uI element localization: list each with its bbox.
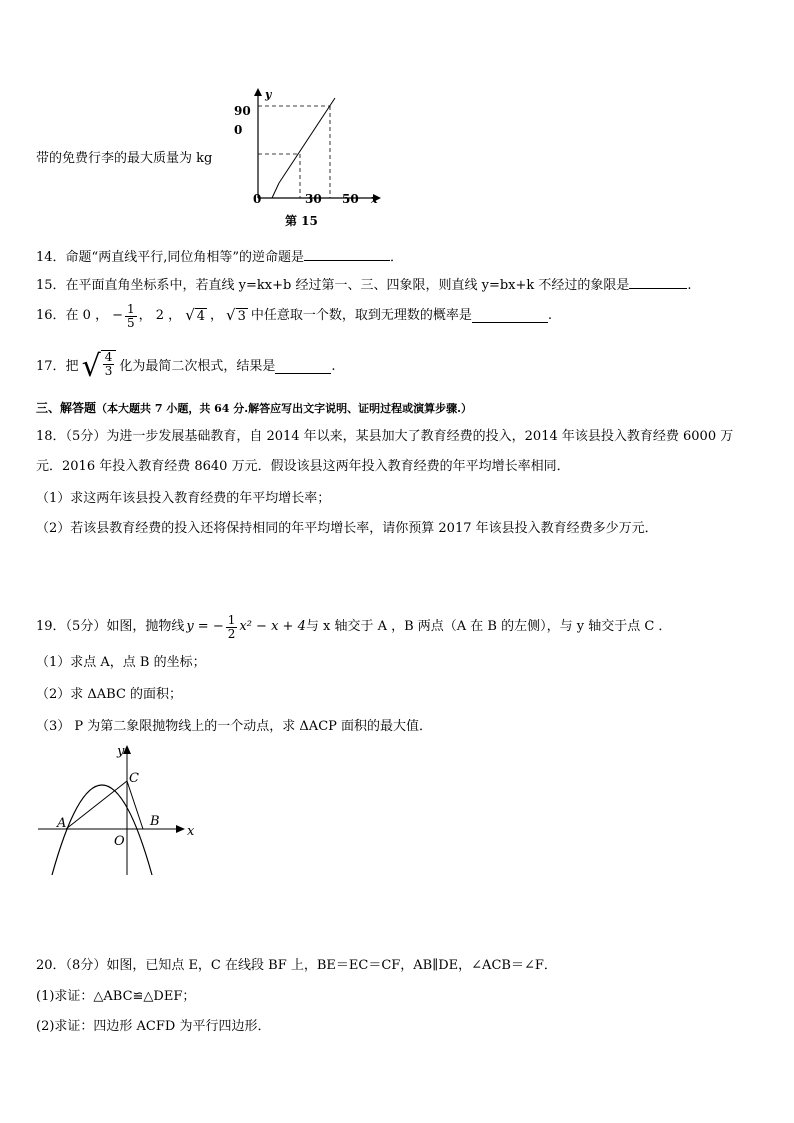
radical-icon: √ <box>226 306 236 324</box>
q16-post: 中任意取一个数，取到无理数的概率是 <box>250 308 472 323</box>
q13-origin: 0 <box>253 192 262 206</box>
q16-frac-den: 5 <box>127 315 135 330</box>
q18-sub1: （1）求这两年该县投入教育经费的年平均增长率； <box>36 491 331 506</box>
q19-segment-ac <box>66 781 127 829</box>
section3-desc: （本大题共 7 小题，共 64 分.解答应写出文字说明、证明过程或演算步骤.） <box>96 402 472 415</box>
q15-text: 在平面直角坐标系中，若直线 y=kx+b 经过第一、三、四象限，则直线 y=bx+k 不经过的象限是 <box>65 278 630 293</box>
q19-segment-cb <box>127 781 143 829</box>
q16-sqrt-3 <box>226 308 248 324</box>
q17-frac-den: 3 <box>104 364 113 378</box>
q19-y-eq: y = − <box>186 619 224 634</box>
q19-label-y: y <box>117 744 125 759</box>
q19-label-b: B <box>150 814 160 829</box>
q13-y-arrow <box>254 88 262 96</box>
q16-sep1: ， 2 ， <box>138 308 182 323</box>
q17-frac-num: 4 <box>104 350 113 364</box>
q16-fraction <box>125 303 137 330</box>
q19-parabola <box>52 785 152 875</box>
q19-stem <box>36 610 671 644</box>
q19-label-o: O <box>114 834 125 849</box>
q20-sub1: (1)求证：△ABC≌△DEF； <box>36 989 196 1004</box>
q17 <box>36 346 335 388</box>
q16-sqrt-4 <box>185 308 207 324</box>
q17-answer-blank <box>275 361 331 374</box>
q16 <box>36 298 552 334</box>
q16-sep2: ， <box>210 308 224 323</box>
radical-icon: √ <box>185 306 195 324</box>
q15-number: 15． <box>36 278 66 293</box>
q18-line1: 18．（5分）为进一步发展基础教育，自 2014 年以来，某县加大了教育经费的投入，2014 年该县投入教育经费 6000 万 <box>36 429 734 444</box>
q17-number: 17． <box>36 359 66 374</box>
q16-number: 16． <box>36 308 66 323</box>
q19-rest-eq: x² − x + 4 <box>239 619 306 634</box>
q19-frac-den: 2 <box>227 626 236 641</box>
q14-number: 14． <box>36 250 66 265</box>
q13-x-label: x <box>371 193 378 206</box>
q17-end: . <box>331 359 336 374</box>
q16-minus: − <box>112 308 123 323</box>
q13-line-extension <box>272 183 279 198</box>
q19-label-x: x <box>187 824 195 839</box>
q15-answer-blank <box>629 276 687 289</box>
q18-sub2: （2）若该县教育经费的投入还将保持相同的年平均增长率，请你预算 2017 年该县投入教育经费多少万元． <box>36 521 658 536</box>
q16-frac-num: 1 <box>127 301 135 316</box>
q13-x-tick-30: 30 <box>305 192 322 206</box>
q16-sqrt1-arg: 4 <box>196 309 206 324</box>
q19-post: 与 x 轴交于 A ，B 两点（A 在 B 的左侧），与 y 轴交于点 C ． <box>305 619 672 634</box>
q19-fraction <box>226 614 238 641</box>
q19-sub3: （3） P 为第二象限抛物线上的一个动点，求 ΔACP 面积的最大值． <box>36 719 433 734</box>
q20-line1: 20．（8分）如图，已知点 E，C 在线段 BF 上，BE＝EC＝CF，AB∥DE，∠ACB＝∠F． <box>36 958 557 973</box>
q18-line2: 元．2016 年投入教育经费 8640 万元．假设该县这两年投入教育经费的年平均增长率相同． <box>36 459 570 474</box>
q13-y-label: y <box>265 88 272 101</box>
q19-x-arrow <box>176 825 185 833</box>
q19-label-a: A <box>57 816 67 831</box>
radical-icon: √ <box>81 349 101 384</box>
q13-graph <box>225 86 395 231</box>
q14-text: 命题“两直线平行,同位角相等”的逆命题是 <box>65 250 304 265</box>
q13-y-tick-0: 0 <box>234 123 243 137</box>
q16-pre: 在 0 ， <box>65 308 109 323</box>
q13-x-tick-50: 50 <box>342 192 359 206</box>
q16-end: . <box>547 308 553 323</box>
q13-caption: 第 15 <box>285 214 318 228</box>
q19-sub1: （1）求点 A，点 B 的坐标； <box>36 655 206 670</box>
q17-post: 化为最简二次根式，结果是 <box>119 359 276 374</box>
q19-frac-num: 1 <box>227 612 236 627</box>
q15-end: . <box>687 278 692 293</box>
q14-end: ． <box>389 250 403 265</box>
q13-line <box>279 98 335 183</box>
q19-number: 19．（5分）如图，抛物线 <box>36 619 185 634</box>
q15 <box>36 276 692 295</box>
q13-text: 带的免费行李的最大质量为 kg <box>36 151 213 166</box>
q17-fraction <box>101 350 117 384</box>
q17-pre: 把 <box>65 359 79 374</box>
q14 <box>36 248 403 267</box>
q16-sqrt2-arg: 3 <box>237 309 246 324</box>
q20-sub2: (2)求证：四边形 ACFD 为平行四边形． <box>36 1019 271 1034</box>
q17-sqrt-fraction <box>82 350 117 384</box>
q19-sub2: （2）求 ΔABC 的面积； <box>36 687 183 702</box>
q14-answer-blank <box>304 248 390 261</box>
section3-heading <box>36 400 472 417</box>
q19-graph <box>30 740 205 880</box>
q13-y-tick-90: 90 <box>234 104 251 118</box>
q16-answer-blank <box>472 310 548 323</box>
section3-title: 三、解答题 <box>36 401 97 415</box>
q19-label-c: C <box>129 771 139 786</box>
